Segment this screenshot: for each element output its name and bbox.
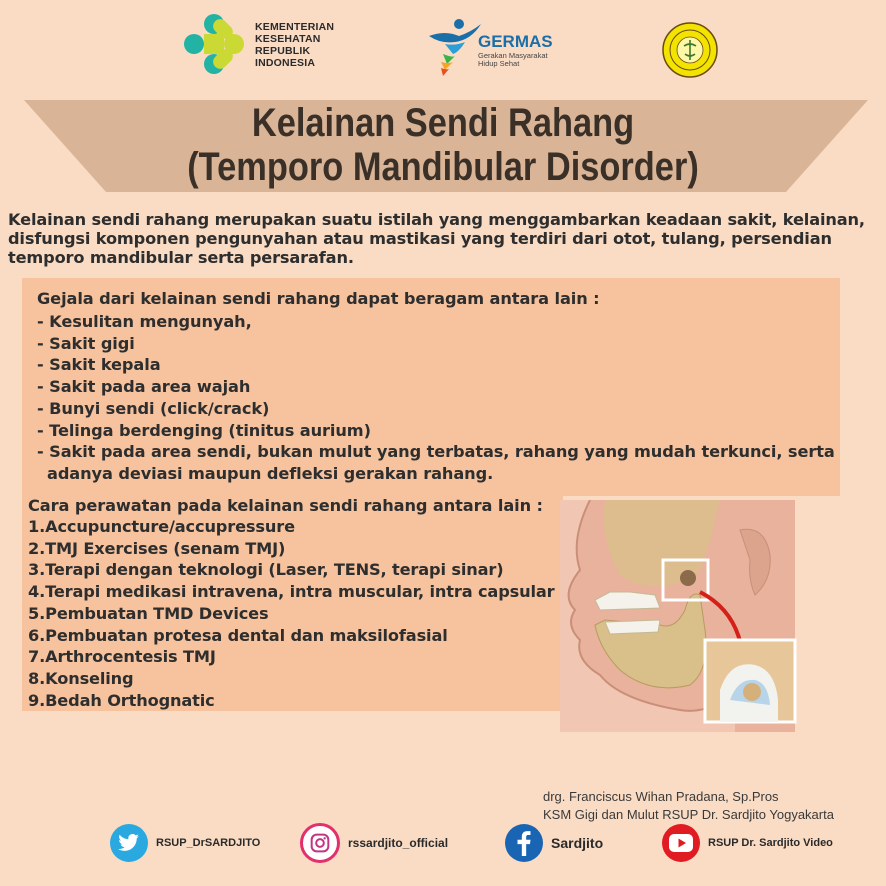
kemenkes-line: KEMENTERIAN [255,21,335,33]
author-name: drg. Franciscus Wihan Pradana, Sp.Pros [543,789,779,804]
treatment-item: 9.Bedah Orthognatic [28,690,215,710]
treatment-item: 4.Terapi medikasi intravena, intra muscular, intra capsular [28,582,555,602]
page-subtitle: (Temporo Mandibular Disorder) [187,145,699,189]
symptom-item: - Bunyi sendi (click/crack) [37,398,270,418]
facebook-handle: Sardjito [551,835,604,851]
author-affiliation: KSM Gigi dan Mulut RSUP Dr. Sardjito Yogyakarta [543,807,834,822]
treatment-item: 3.Terapi dengan teknologi (Laser, TENS, terapi sinar) [28,560,504,580]
symptom-item: - Sakit kepala [37,355,161,375]
instagram-handle: rssardjito_official [348,836,449,850]
instagram-icon [300,823,340,863]
treatment-item: 2.TMJ Exercises (senam TMJ) [28,538,286,558]
germas-sub-line: Gerakan Masyarakat [478,51,548,60]
symptom-item-continuation: adanya deviasi maupun defleksi gerakan rahang. [47,463,494,483]
treatments-list [28,516,555,711]
kemenkes-text [255,21,334,69]
treatment-item: 6.Pembuatan protesa dental dan maksilofasial [28,625,448,645]
facebook-link[interactable] [505,822,603,864]
symptom-item: - Kesulitan mengunyah, [37,312,252,331]
page-title: Kelainan Sendi Rahang [251,101,635,145]
twitter-link[interactable] [110,822,260,864]
youtube-link[interactable] [662,822,833,864]
treatment-item: 8.Konseling [28,668,134,688]
symptom-item: - Telinga berdenging (tinitus aurium) [37,420,371,440]
kemenkes-line: INDONESIA [255,57,316,69]
tmj-illustration [560,500,810,732]
youtube-icon [662,824,700,862]
symptoms-heading: Gejala dari kelainan sendi rahang dapat beragam antara lain : [37,289,600,308]
kemenkes-line: REPUBLIK [255,45,311,57]
germas-sub-line: Hidup Sehat [478,59,520,68]
intro-line: temporo mandibular serta persarafan. [8,248,354,267]
facebook-icon [505,824,543,862]
twitter-handle: RSUP_DrSARDJITO [156,837,261,849]
germas-logo [425,14,485,76]
youtube-channel: RSUP Dr. Sardjito Video [708,837,833,849]
twitter-icon [110,824,148,862]
intro-line: Kelainan sendi rahang merupakan suatu istilah yang menggambarkan keadaan sakit, kelainan, [8,210,865,229]
symptom-item: - Sakit gigi [37,333,135,353]
treatment-item: 1.Accupuncture/accupressure [28,517,295,536]
symptom-item: - Sakit pada area wajah [37,377,251,397]
treatment-item: 7.Arthrocentesis TMJ [28,647,216,667]
germas-title: GERMAS [478,32,553,51]
symptoms-list [37,311,835,485]
intro-paragraph [8,210,886,267]
instagram-link[interactable] [300,822,448,864]
symptom-item: - Sakit pada area sendi, bukan mulut yang terbatas, rahang yang mudah terkunci, serta [37,442,835,462]
author-credit [543,788,834,824]
kemenkes-line: KESEHATAN [255,33,321,45]
treatment-item: 5.Pembuatan TMD Devices [28,603,269,623]
germas-subtitle [478,52,548,68]
ugm-seal-logo [662,22,718,78]
treatments-heading: Cara perawatan pada kelainan sendi rahang antara lain : [28,496,543,515]
intro-line: disfungsi komponen pengunyahan atau mastikasi yang terdiri dari otot, tulang, persendian [8,229,832,248]
kemenkes-logo [182,12,246,76]
